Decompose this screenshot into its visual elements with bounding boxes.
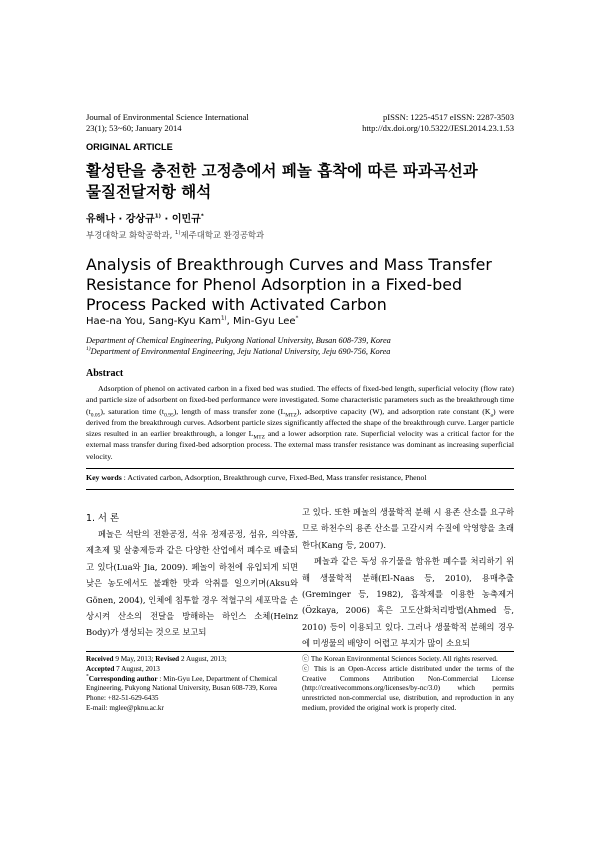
author-1-affil-mark: 1)	[154, 213, 162, 220]
keywords-text: : Activated carbon, Adsorption, Breakthrough curve, Fixed-Bed, Mass transfer resistance, Phenol	[121, 473, 427, 482]
keywords-label: Key words	[86, 473, 122, 482]
korean-author-2: · 이민규	[161, 214, 201, 225]
footnote-right	[302, 655, 514, 714]
korean-affiliation-mark: 1)	[174, 230, 181, 237]
korean-title	[86, 160, 516, 202]
running-header-right	[362, 112, 514, 134]
corresponding-text: : Min-Gyu Lee, Department of Chemical Engineering, Pukyong National University, Busan 608-739, Korea	[86, 674, 278, 693]
abstract-sub: 0.95	[164, 412, 174, 419]
revised-date: 2 August, 2013;	[179, 655, 227, 663]
korean-affiliation	[86, 229, 264, 241]
running-header-left	[86, 112, 249, 134]
received-label: Received	[86, 655, 114, 663]
section-heading-introduction: 1. 서 론	[86, 513, 120, 524]
divider	[86, 468, 514, 469]
english-title: Analysis of Breakthrough Curves and Mass Transfer Resistance for Phenol Adsorption in a Fixed-bed Process Packed with Activated Carbon	[86, 255, 492, 314]
abstract-body	[86, 383, 514, 462]
paragraph: 고 있다. 또한 페놀의 생물학적 분해 시 용존 산소를 요구하므로 하천수의 용존 산소를 고갈시켜 수질에 악영향을 초래한다(Kang 등, 2007).	[302, 507, 514, 550]
abstract-text: ), length of mass transfer zone (L	[173, 406, 286, 416]
corresponding-label: Corresponding author	[88, 674, 158, 683]
copyright-notice: ⓒ The Korean Environmental Sciences Society. All rights reserved.	[302, 655, 498, 663]
divider	[86, 489, 514, 490]
abstract-text: and a lower adsorption rate. Superficial velocity was a critical factor for the external mass transfer during fixed-bed adsorption process. The external mass transfer resistance was dominant as increasing superficial velocity.	[86, 429, 514, 461]
received-date: 9 May, 2013;	[113, 655, 156, 663]
license-notice: ⓒ This is an Open-Access article distributed under the terms of the Creative Commons Attribution Non-Commercial License (http://creativecommons.org/licenses/by-nc/3.0) which permits unrestricted non-commercial use, distribution, and reproduction in any medium, provided the original work is properly cited.	[302, 664, 514, 712]
accepted-date: 7 August, 2013	[114, 664, 160, 673]
english-author-2: , Min-Gyu Lee	[226, 316, 296, 327]
abstract-heading: Abstract	[86, 368, 124, 379]
english-affiliation-2-text: Department of Environmental Engineering, Jeju National University, Jeju 690-756, Korea	[90, 347, 391, 356]
korean-author-1: 유해나 · 강상규	[86, 214, 155, 225]
abstract-text: ), adsorptive capacity (W), and adsorption rate constant (K	[296, 406, 491, 416]
email-link[interactable]: E-mail: mglee@pknu.ac.kr	[86, 703, 164, 712]
english-authors	[86, 316, 298, 327]
english-affiliation-2	[86, 346, 390, 357]
korean-affiliation-2: 제주대학교 환경공학과	[180, 230, 265, 240]
english-corresponding-mark: *	[295, 315, 299, 322]
abstract-text: Adsorption of phenol on activated carbon in a fixed bed was studied. The effects of fixed-bed length, superficial velocity (flow rate) and particle size of adsorbent on fixed-bed performance were investigated. Some characteristic parameters such as the breakthrough time (t	[86, 384, 514, 416]
paragraph: 페놀과 같은 독성 유기물을 함유한 폐수를 처리하기 위해 생물학적 분해(El-Naas 등, 2010), 용매추출(Greminger 등, 1982), 흡착제를 이용한 농축제거(Özkaya, 2006) 혹은 고도산화처리방법(Ahmed 등, 2010) 등이 이용되고 있다. 그러나 생물학적 분해의 경우에 미생물의 배양이 어렵고 부지가 많이 소요되	[302, 556, 514, 649]
body-column-right	[302, 504, 514, 652]
english-author-1: Hae-na You, Sang-Kyu Kam	[86, 316, 221, 327]
korean-authors	[86, 210, 204, 225]
english-affiliation-mark: 1)	[86, 346, 91, 353]
abstract-sub: a	[490, 412, 493, 419]
paragraph: 페놀은 석탄의 전환공정, 석유 정제공정, 섬유, 의약품, 제초제 및 살충제등과 같은 다양한 산업에서 폐수로 배출되고 있다(Lua와 Jia, 2009). 페놀이 하천에 유입되게 되면 낮은 농도에서도 불쾌한 맛과 악취를 일으키며(Aksu와 Gönen, 2004), 인체에 침투할 경우 적혈구의 세포막을 손상시켜 산소의 전달을 방해하는 하인스 소체(Heinz Body)가 생성되는 것으로 보고되	[86, 529, 298, 638]
english-author-1-mark: 1)	[220, 315, 227, 322]
accepted-label: Accepted	[86, 664, 115, 673]
doi-link[interactable]: http://dx.doi.org/10.5322/JESI.2014.23.1.53	[362, 123, 514, 133]
phone: Phone: +82-51-629-6435	[86, 694, 159, 703]
korean-affiliation-1: 부경대학교 화학공학과,	[86, 230, 175, 240]
korean-title-line2: 물질전달저항 해석	[86, 182, 212, 201]
corresponding-mark: *	[200, 213, 204, 220]
korean-title-line1: 활성탄을 충전한 고정층에서 페놀 흡착에 따른 파과곡선과	[86, 161, 478, 180]
keywords	[86, 473, 514, 482]
abstract-text: ), saturation time (t	[100, 406, 165, 416]
revised-label: Revised	[155, 655, 180, 663]
abstract-sub: 0.05	[90, 412, 101, 419]
article-type: ORIGINAL ARTICLE	[86, 142, 173, 152]
abstract-sub: MTZ	[285, 412, 297, 419]
corresponding-footnote-mark: *	[86, 673, 89, 680]
abstract-sub: MTZ	[253, 434, 265, 441]
english-affiliation-1: Department of Chemical Engineering, Pukyong National University, Busan 608-739, Korea	[86, 336, 391, 345]
journal-issue: 23(1); 53~60; January 2014	[86, 123, 182, 133]
body-column-left	[86, 526, 298, 641]
footnote-left	[86, 655, 286, 714]
abstract-text: ) were derived from the breakthrough curves. Adsorbent particle sizes significantly affected the shape of the breakthrough curve. Larger particle sizes resulted in an earlier breakthrough, a longer L	[86, 406, 514, 439]
footnote-divider	[86, 651, 514, 652]
journal-name: Journal of Environmental Science International	[86, 112, 249, 122]
issn: pISSN: 1225-4517 eISSN: 2287-3503	[382, 112, 514, 122]
